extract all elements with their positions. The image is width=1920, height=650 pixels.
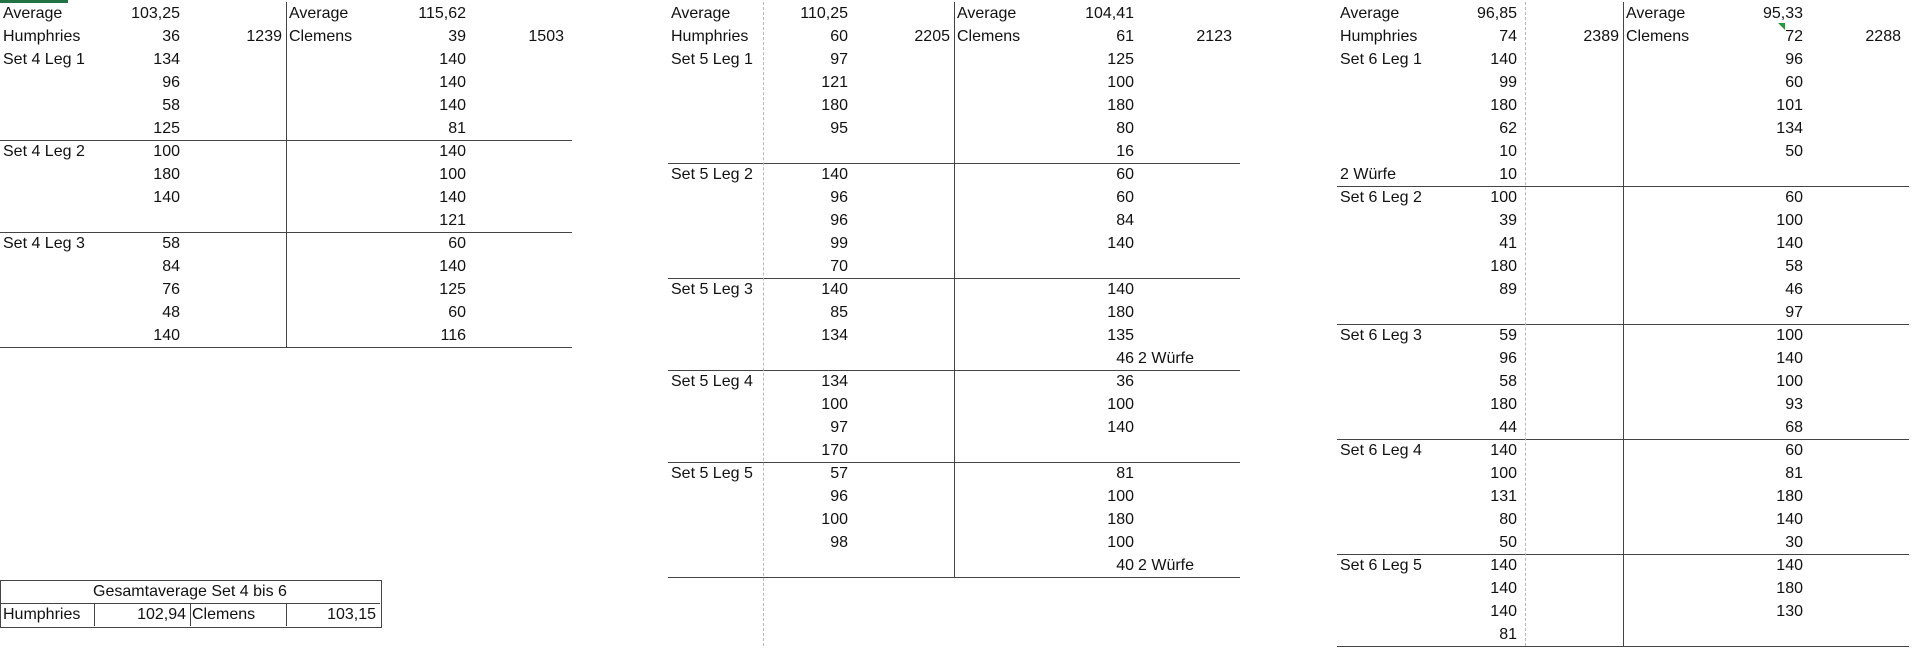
p1-name: Humphries — [3, 28, 81, 45]
p2-score: 140 — [439, 74, 466, 91]
p2-name: Clemens — [289, 28, 353, 45]
p2-score: 81 — [1116, 465, 1134, 482]
p2-score: 140 — [1776, 350, 1803, 367]
leg-name: Set 5 Leg 3 — [671, 281, 753, 298]
average-label: Average — [957, 5, 1017, 22]
p1-score: 85 — [830, 304, 848, 321]
p2-score: 60 — [448, 304, 466, 321]
p2-score: 140 — [439, 189, 466, 206]
active-cell-indicator[interactable] — [0, 0, 68, 3]
p1-total: 1239 — [246, 28, 282, 45]
leg-name: Set 5 Leg 4 — [671, 373, 753, 390]
p2-score: 135 — [1107, 327, 1134, 344]
p2-score: 100 — [1107, 488, 1134, 505]
p2-score: 140 — [439, 97, 466, 114]
p2-score: 40 — [1116, 557, 1134, 574]
p1-score: 180 — [1490, 97, 1517, 114]
p1-score: 48 — [162, 304, 180, 321]
p1-score: 99 — [1499, 74, 1517, 91]
leg-name: Set 4 Leg 3 — [3, 235, 85, 252]
p2-average: 104,41 — [1085, 5, 1134, 22]
leg-separator — [0, 347, 572, 348]
p2-score: 180 — [1107, 97, 1134, 114]
p1-score: 140 — [1490, 557, 1517, 574]
p1-score: 62 — [1499, 120, 1517, 137]
summary-p1-value: 102,94 — [137, 606, 186, 623]
p2-score: 97 — [1785, 304, 1803, 321]
p1-average: 103,25 — [131, 5, 180, 22]
average-label: Average — [1340, 5, 1400, 22]
leg-separator — [668, 577, 1240, 578]
leg-name: Set 5 Leg 5 — [671, 465, 753, 482]
p2-score: 100 — [1107, 74, 1134, 91]
p2-average: 115,62 — [418, 5, 466, 22]
p1-score: 84 — [162, 258, 180, 275]
p1-score: 140 — [153, 327, 180, 344]
leg-name: Set 5 Leg 2 — [671, 166, 753, 183]
p2-score: 68 — [1785, 419, 1803, 436]
column-gridline — [1525, 2, 1526, 646]
p2-score: 60 — [1785, 74, 1803, 91]
p1-average: 110,25 — [800, 5, 848, 22]
p1-score: 10 — [1499, 143, 1517, 160]
p1-total: 2205 — [914, 28, 950, 45]
summary-p2-value: 103,15 — [327, 606, 376, 623]
p2-score: 140 — [1107, 281, 1134, 298]
p1-score: 89 — [1499, 281, 1517, 298]
p2-score: 60 — [1785, 189, 1803, 206]
p1-score: 131 — [1490, 488, 1517, 505]
player-divider — [1623, 2, 1624, 646]
p1-name: Humphries — [1340, 28, 1418, 45]
summary-title: Gesamtaverage Set 4 bis 6 — [93, 583, 287, 600]
summary-col-line — [286, 603, 287, 626]
p2-total: 1503 — [528, 28, 564, 45]
p1-score: 96 — [830, 212, 848, 229]
p1-score: 100 — [153, 143, 180, 160]
average-label: Average — [1626, 5, 1686, 22]
p2-score: 50 — [1785, 143, 1803, 160]
p1-darts: 36 — [162, 28, 180, 45]
p1-score: 134 — [821, 327, 848, 344]
p2-score: 140 — [1776, 235, 1803, 252]
p2-score: 60 — [1116, 189, 1134, 206]
p1-score: 134 — [821, 373, 848, 390]
p1-score: 70 — [830, 258, 848, 275]
p1-score: 81 — [1499, 626, 1517, 643]
p2-score: 100 — [1776, 212, 1803, 229]
p1-score: 140 — [1490, 51, 1517, 68]
p1-name: Humphries — [671, 28, 749, 45]
checkout-note: 2 Würfe — [1340, 166, 1397, 183]
p2-score: 140 — [1776, 557, 1803, 574]
checkout-note: 2 Würfe — [1138, 557, 1195, 574]
p1-score: 98 — [830, 534, 848, 551]
leg-name: Set 6 Leg 1 — [1340, 51, 1422, 68]
p1-score: 58 — [162, 235, 180, 252]
average-label: Average — [289, 5, 349, 22]
p1-score: 121 — [821, 74, 848, 91]
column-gridline — [763, 2, 764, 646]
p1-score: 95 — [830, 120, 848, 137]
p1-score: 97 — [830, 51, 848, 68]
p1-score: 100 — [1490, 189, 1517, 206]
p2-score: 180 — [1107, 511, 1134, 528]
p2-score: 125 — [439, 281, 466, 298]
summary-p2-label: Clemens — [192, 606, 256, 623]
p2-score: 60 — [448, 235, 466, 252]
p2-score: 81 — [1785, 465, 1803, 482]
p1-score: 50 — [1499, 534, 1517, 551]
p2-score: 140 — [1107, 419, 1134, 436]
p1-score: 140 — [153, 189, 180, 206]
p1-score: 140 — [821, 281, 848, 298]
p1-score: 96 — [830, 189, 848, 206]
p1-score: 59 — [1499, 327, 1517, 344]
p2-score: 140 — [439, 143, 466, 160]
p2-score: 30 — [1785, 534, 1803, 551]
p1-score: 80 — [1499, 511, 1517, 528]
p1-score: 100 — [821, 511, 848, 528]
p2-total: 2123 — [1196, 28, 1232, 45]
p1-average: 96,85 — [1476, 5, 1517, 22]
p2-score: 16 — [1116, 143, 1134, 160]
p1-score: 76 — [162, 281, 180, 298]
p2-score: 36 — [1116, 373, 1134, 390]
p1-score: 96 — [830, 488, 848, 505]
average-label: Average — [671, 5, 731, 22]
p2-score: 130 — [1776, 603, 1803, 620]
p2-average: 95,33 — [1762, 5, 1803, 22]
p1-total: 2389 — [1583, 28, 1619, 45]
p2-score: 100 — [1107, 396, 1134, 413]
p1-score: 180 — [1490, 258, 1517, 275]
leg-name: Set 5 Leg 1 — [671, 51, 753, 68]
p2-score: 46 — [1785, 281, 1803, 298]
p1-score: 180 — [821, 97, 848, 114]
p1-score: 44 — [1499, 419, 1517, 436]
p1-score: 100 — [821, 396, 848, 413]
p2-name: Clemens — [957, 28, 1021, 45]
p2-score: 121 — [439, 212, 466, 229]
p1-score: 58 — [1499, 373, 1517, 390]
p1-score: 39 — [1499, 212, 1517, 229]
p2-score: 140 — [439, 51, 466, 68]
leg-name: Set 4 Leg 2 — [3, 143, 85, 160]
p1-score: 100 — [1490, 465, 1517, 482]
player-divider — [286, 2, 287, 347]
leg-separator — [1337, 646, 1909, 647]
p2-score: 81 — [448, 120, 466, 137]
summary-col-line — [190, 603, 191, 626]
p2-score: 100 — [439, 166, 466, 183]
p2-score: 180 — [1776, 580, 1803, 597]
p1-darts: 74 — [1499, 28, 1517, 45]
leg-name: Set 6 Leg 5 — [1340, 557, 1422, 574]
p2-score: 134 — [1776, 120, 1803, 137]
p1-score: 57 — [830, 465, 848, 482]
p1-score: 140 — [821, 166, 848, 183]
p1-score: 41 — [1499, 235, 1517, 252]
p1-score: 180 — [153, 166, 180, 183]
comment-marker-icon[interactable] — [1778, 23, 1785, 30]
summary-p1-label: Humphries — [3, 606, 81, 623]
p2-darts: 39 — [448, 28, 466, 45]
p2-score: 140 — [1776, 511, 1803, 528]
p2-score: 180 — [1776, 488, 1803, 505]
p1-score: 125 — [153, 120, 180, 137]
p1-darts: 60 — [830, 28, 848, 45]
p2-darts: 61 — [1116, 28, 1134, 45]
p2-score: 100 — [1776, 327, 1803, 344]
average-label: Average — [3, 5, 63, 22]
p1-score: 140 — [1490, 442, 1517, 459]
p2-score: 96 — [1785, 51, 1803, 68]
leg-name: Set 6 Leg 2 — [1340, 189, 1422, 206]
p1-score: 170 — [821, 442, 848, 459]
p1-score: 140 — [1490, 580, 1517, 597]
summary-col-line — [94, 603, 95, 626]
p2-score: 140 — [1107, 235, 1134, 252]
p2-score: 60 — [1116, 166, 1134, 183]
p2-score: 180 — [1107, 304, 1134, 321]
checkout-note: 2 Würfe — [1138, 350, 1195, 367]
p1-score: 96 — [1499, 350, 1517, 367]
player-divider — [954, 2, 955, 577]
p1-score: 140 — [1490, 603, 1517, 620]
p1-score: 97 — [830, 419, 848, 436]
leg-name: Set 6 Leg 3 — [1340, 327, 1422, 344]
p2-score: 93 — [1785, 396, 1803, 413]
p2-score: 80 — [1116, 120, 1134, 137]
leg-name: Set 6 Leg 4 — [1340, 442, 1422, 459]
p2-score: 100 — [1776, 373, 1803, 390]
p2-score: 125 — [1107, 51, 1134, 68]
p2-score: 84 — [1116, 212, 1134, 229]
p1-score: 99 — [830, 235, 848, 252]
p2-total: 2288 — [1865, 28, 1901, 45]
p1-score: 58 — [162, 97, 180, 114]
p2-score: 116 — [440, 327, 466, 344]
p2-score: 140 — [439, 258, 466, 275]
p1-score: 180 — [1490, 396, 1517, 413]
p2-name: Clemens — [1626, 28, 1690, 45]
p2-darts: 72 — [1785, 28, 1803, 45]
p2-score: 46 — [1116, 350, 1134, 367]
p1-score: 10 — [1499, 166, 1517, 183]
p1-score: 134 — [153, 51, 180, 68]
p2-score: 100 — [1107, 534, 1134, 551]
leg-name: Set 4 Leg 1 — [3, 51, 85, 68]
p2-score: 60 — [1785, 442, 1803, 459]
p2-score: 58 — [1785, 258, 1803, 275]
p2-score: 101 — [1776, 97, 1803, 114]
p1-score: 96 — [162, 74, 180, 91]
